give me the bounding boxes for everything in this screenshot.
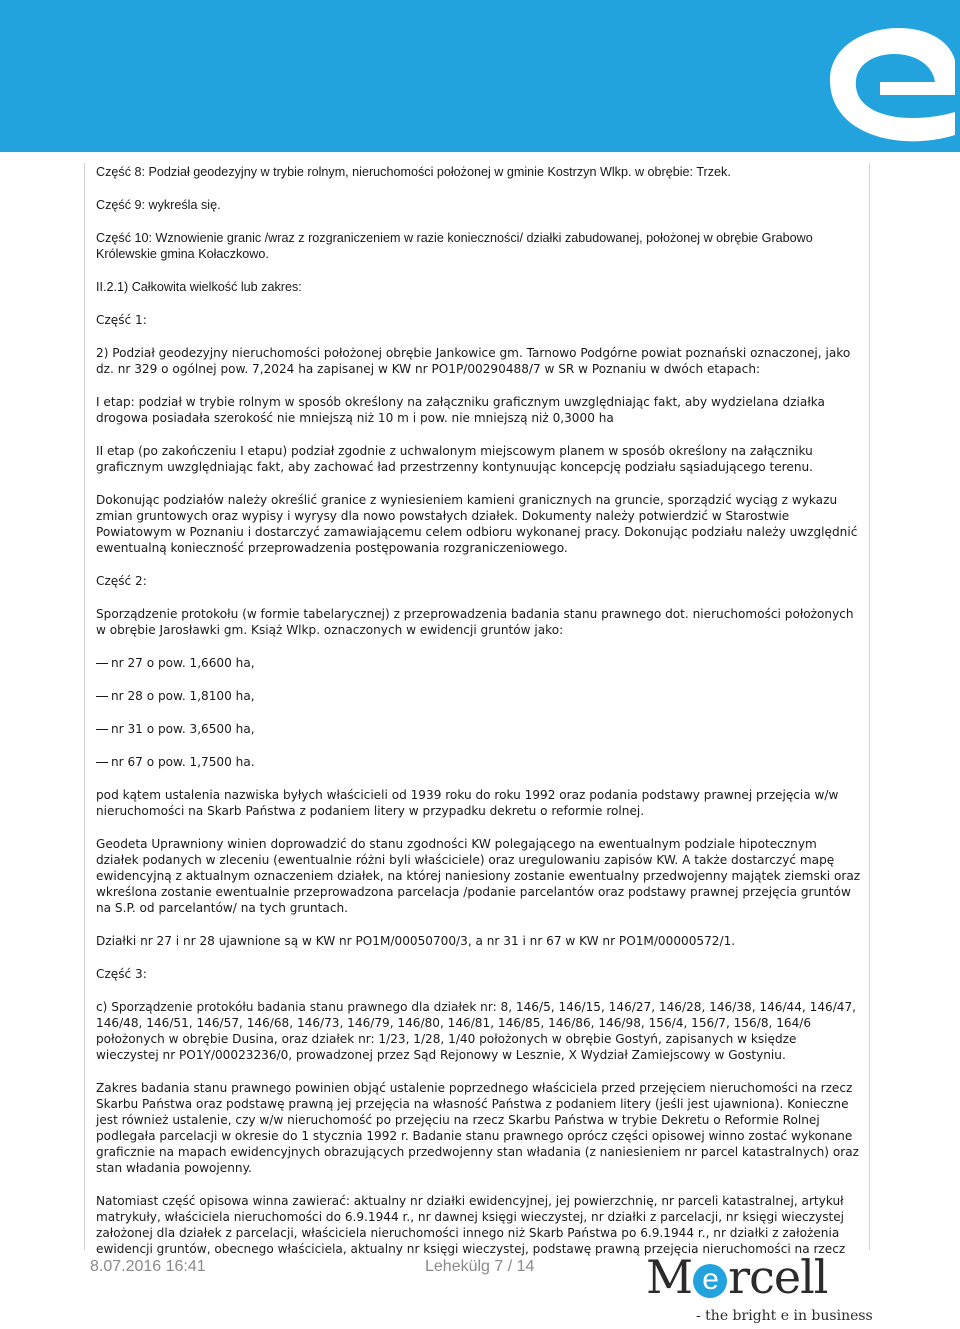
marcell-e-logo-icon <box>820 0 960 152</box>
paragraph-part-8: Część 8: Podział geodezyjny w trybie rolnym, nieruchomości położonej w gminie Kostrzyn Wlkp. w obrębie: Trzek. <box>96 165 731 179</box>
paragraph: Natomiast część opisowa winna zawierać: aktualny nr działki ewidencyjnej, jej powierzchnię, nr parceli katastralnej, artykuł matrykuły, właściciela nieruchomości do 6.9.1944 r., nr dawnej księgi wieczystej, nr działki z parcelacji, nr księgi wieczystej założonej dla działek z parcelacji, właściciela nieruchomości innego niż Skarb Państwa po 6.9.1944 r., nr działki z założenia ewidencji gruntów, obecnego właściciela, aktualny nr księgi wieczystej, podstawę prawną przejęcia nieruchomości na rzecz <box>96 1194 846 1256</box>
paragraph: 2) Podział geodezyjny nieruchomości położonej obrębie Jankowice gm. Tarnowo Podgórne powiat poznański oznaczonej, jako dz. nr 329 o ogólnej pow. 7,2024 ha zapisanej w KW nr PO1P/00290488/7 w SR w Poznaniu w dwóch etapach: <box>96 346 851 376</box>
dash-icon <box>96 729 108 730</box>
brand-wordmark: M e rcell <box>646 1250 828 1304</box>
list-item: nr 67 o pow. 1,7500 ha. <box>96 754 862 770</box>
paragraph: Dokonując podziałów należy określić granice z wyniesieniem kamieni granicznych na gruncie, sporządzić wyciąg z wykazu zmian gruntowych oraz wypisy i wyrysy dla nowo powstałych działek. Dokumenty należy potwierdzić w Starostwie Powiatowym w Poznaniu i dostarczyć zamawiającemu celem odbioru wykonanej pracy. Dokonując podziału należy uwzględnić ewentualną konieczność przeprowadzenia postępowania rozgraniczeniowego. <box>96 493 858 555</box>
paragraph-part-9: Część 9: wykreśla się. <box>96 198 221 212</box>
paragraph: c) Sporządzenie protokółu badania stanu prawnego dla działek nr: 8, 146/5, 146/15, 146/27, 146/28, 146/38, 146/44, 146/47, 146/48, 146/51, 146/57, 146/68, 146/73, 146/79, 146/80, 146/81, 146/85, 146/86, 146/98, 156/4, 156/7, 156/8, 164/6 położonych w obrębie Dusina, oraz działek nr: 1/23, 1/28, 1/40 położonych w obrębie Gostyń, zapisanych w księdze wieczystej nr PO1Y/00023236/0, prowadzonej przez Sąd Rejonowy w Lesznie, X Wydział Zamiejscowy w Gostyniu. <box>96 1000 857 1062</box>
paragraph: Sporządzenie protokołu (w formie tabelarycznej) z przeprowadzenia badania stanu prawnego dot. nieruchomości położonych w obrębie Jarosławki gm. Książ Wlkp. oznaczonych w ewidencji gruntów jako: <box>96 607 854 637</box>
dash-icon <box>96 696 108 697</box>
paragraph: Geodeta Uprawniony winien doprowadzić do stanu zgodności KW polegającego na ewentualnym podziale hipotecznym działek podanych w zleceniu (ewentualnie różni byli właściciele) oraz uregulowaniu zapisów KW. A także dostarczyć mapę ewidencyjną z aktualnym oznaczeniem działek, na której naniesiony zostanie ewentualny przedwojenny majątek ziemski oraz wkreślona zostanie ewentualnie przeprowadzona parcelacja /podanie parcelantów oraz podstawy prawnej przejęcia gruntów na S.P. od parcelantów/ na tych gruntach. <box>96 837 861 915</box>
paragraph: pod kątem ustalenia nazwiska byłych właścicieli od 1939 roku do roku 1992 oraz podania podstawy prawnej przejęcia w/w nieruchomości na Skarb Państwa z podaniem litery w przypadku dekretu o reformie rolnej. <box>96 788 839 818</box>
top-banner <box>0 0 960 152</box>
footer-date: 8.07.2016 16:41 <box>90 1258 206 1275</box>
paragraph: Zakres badania stanu prawnego powinien objąć ustalenie poprzednego właściciela przed przejęciem nieruchomości na rzecz Skarbu Państwa oraz podstawę prawną jej przejęcia na własność Państwa z podaniem litery (jeśli jest ujawniona). Konieczne jest również ustalenie, czy w/w nieruchomość po przejęciu na rzecz Skarbu Państwa w trybie Dekretu o Reformie Rolnej podlegała parcelacji w okresie do 1 stycznia 1992 r. Badanie stanu prawnego oprócz części opisowej winno zostać wykonane graficznie na mapach ewidencyjnych obrazujących przedwojenny stan władania (z naniesieniem nr parcel katastralnych) oraz stan władania powojenny. <box>96 1081 859 1175</box>
paragraph: II etap (po zakończeniu I etapu) podział zgodnie z uchwalonym miejscowym planem w sposób określony na załączniku graficznym uwzględniając fakt, aby zachować ład przestrzenny kontynuując koncepcję podziału sąsiadującego terenu. <box>96 444 813 474</box>
document-body <box>96 164 862 1256</box>
section-heading: II.2.1) Całkowita wielkość lub zakres: <box>96 280 302 294</box>
list-item: nr 31 o pow. 3,6500 ha, <box>96 721 862 737</box>
paragraph-part-10: Część 10: Wznowienie granic /wraz z rozgraniczeniem w razie konieczności/ działki zabudowanej, położonej w obrębie Grabowo Królewskie gmina Kołaczkowo. <box>96 231 813 261</box>
brand-tagline: - the bright e in business <box>696 1308 873 1324</box>
part-2-heading: Część 2: <box>96 574 147 588</box>
dash-icon <box>96 663 108 664</box>
brand-e-icon: e <box>693 1264 727 1298</box>
paragraph: Działki nr 27 i nr 28 ujawnione są w KW nr PO1M/00050700/3, a nr 31 i nr 67 w KW nr PO1M/00000572/1. <box>96 934 736 948</box>
list-item: nr 28 o pow. 1,8100 ha, <box>96 688 862 704</box>
list-item: nr 27 o pow. 1,6600 ha, <box>96 655 862 671</box>
marcell-brand-logo <box>640 1250 880 1328</box>
part-1-heading: Część 1: <box>96 313 147 327</box>
dash-icon <box>96 762 108 763</box>
footer-page-number: Lehekülg 7 / 14 <box>425 1258 535 1275</box>
paragraph: I etap: podział w trybie rolnym w sposób określony na załączniku graficznym uwzględniając fakt, aby wydzielana działka drogowa posiadała szerokość nie mniejszą niż 10 m i pow. nie mniejszą niż 0,3000 ha <box>96 395 825 425</box>
part-3-heading: Część 3: <box>96 967 147 981</box>
